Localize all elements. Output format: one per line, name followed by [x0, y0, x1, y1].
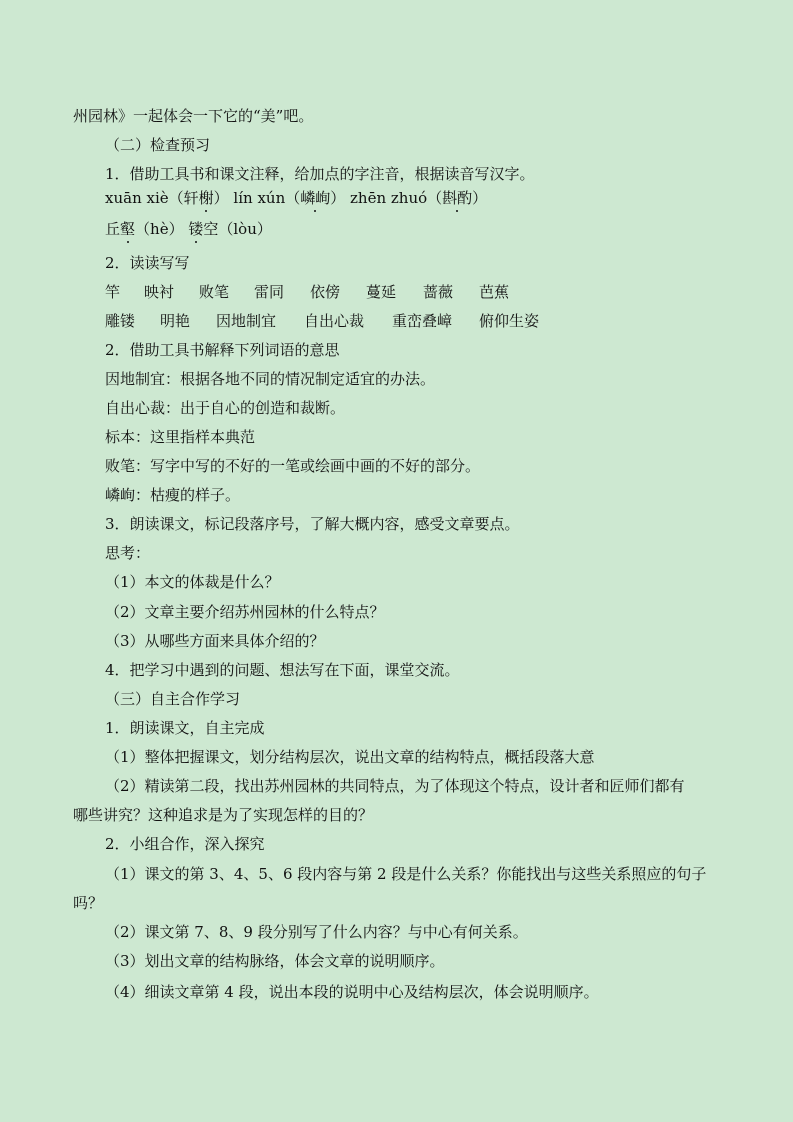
- text-line: 思考：: [105, 544, 151, 562]
- text-line: 3．朗读课文，标记段落序号，了解大概内容，感受文章要点。: [105, 515, 520, 533]
- pinyin-text: xuān xiè（轩: [105, 189, 199, 207]
- word-item: 俯仰生姿: [479, 312, 540, 330]
- section-heading: （三）自主合作学习: [105, 690, 241, 708]
- word-item: 雷同: [254, 283, 285, 301]
- word-item: 蔓延: [366, 283, 397, 301]
- text-line: 州园林》一起体会一下它的“美”吧。: [73, 107, 314, 125]
- word-item: 竿: [105, 283, 121, 301]
- word-item: 芭蕉: [479, 283, 510, 301]
- question-line: （1）整体把握课文，划分结构层次，说出文章的结构特点，概括段落大意: [105, 748, 595, 766]
- text-line: 4．把学习中遇到的问题、想法写在下面，课堂交流。: [105, 661, 460, 679]
- word-item: 自出心裁: [304, 312, 365, 330]
- pinyin-line: [105, 188, 487, 208]
- question-line: （1）课文的第 3、4、5、6 段内容与第 2 段是什么关系？你能找出与这些关系照应的句子: [105, 865, 707, 883]
- question-line-continued: 哪些讲究？这种追求是为了实现怎样的目的？: [73, 806, 374, 824]
- question-line: （3）划出文章的结构脉络，体会文章的说明顺序。: [105, 952, 445, 970]
- pinyin-text: ）: [472, 189, 488, 207]
- word-item: 蔷薇: [423, 283, 454, 301]
- section-heading: （二）检查预习: [105, 136, 211, 154]
- word-item: 明艳: [160, 312, 191, 330]
- definition-line: 嶙峋：枯瘦的样子。: [105, 486, 241, 504]
- text-line: 1．借助工具书和课文注释，给加点的字注音，根据读音写汉字。: [105, 165, 535, 183]
- definition-line: 败笔：写字中写的不好的一笔或绘画中画的不好的部分。: [105, 457, 481, 475]
- word-item: 依傍: [310, 283, 341, 301]
- text-line: 1．朗读课文，自主完成: [105, 719, 265, 737]
- question-line: （1）本文的体裁是什么？: [105, 573, 280, 591]
- definition-line: 标本：这里指样本典范: [105, 428, 256, 446]
- definition-line: 自出心裁：出于自心的创造和裁断。: [105, 399, 346, 417]
- pinyin-text: 空（lòu）: [203, 220, 272, 238]
- dotted-char: 镂: [188, 220, 204, 238]
- question-line: （2）课文第 7、8、9 段分别写了什么内容？与中心有何关系。: [105, 923, 528, 941]
- question-line: （2）文章主要介绍苏州园林的什么特点？: [105, 603, 385, 621]
- word-item: 败笔: [199, 283, 230, 301]
- word-item: 映衬: [144, 283, 175, 301]
- question-line: （4）细读文章第 4 段，说出本段的说明中心及结构层次，体会说明顺序。: [105, 983, 599, 1001]
- definition-line: 因地制宜：根据各地不同的情况制定适宜的办法。: [105, 370, 436, 388]
- pinyin-text: ） zhēn zhuó（: [330, 189, 443, 207]
- word-item: 因地制宜: [216, 312, 277, 330]
- dotted-char: 嶙峋: [300, 189, 331, 207]
- text-line: 2．读读写写: [105, 254, 190, 272]
- question-line: （2）精读第二段，找出苏州园林的共同特点，为了体现这个特点，设计者和匠师们都有: [105, 777, 685, 795]
- question-line-continued: 吗？: [73, 894, 104, 912]
- pinyin-text: 丘: [105, 220, 121, 238]
- dotted-char: 斟酌: [442, 189, 473, 207]
- word-item: 雕镂: [105, 312, 136, 330]
- pinyin-text: ） lín xún（: [213, 189, 301, 207]
- pinyin-line: [105, 219, 272, 239]
- dotted-char: 壑: [120, 220, 136, 238]
- word-item: 重峦叠嶂: [392, 312, 453, 330]
- text-line: 2．小组合作，深入探究: [105, 835, 265, 853]
- question-line: （3）从哪些方面来具体介绍的？: [105, 632, 325, 650]
- pinyin-text: （hè）: [135, 220, 189, 238]
- text-line: 2．借助工具书解释下列词语的意思: [105, 341, 340, 359]
- dotted-char: 榭: [198, 189, 214, 207]
